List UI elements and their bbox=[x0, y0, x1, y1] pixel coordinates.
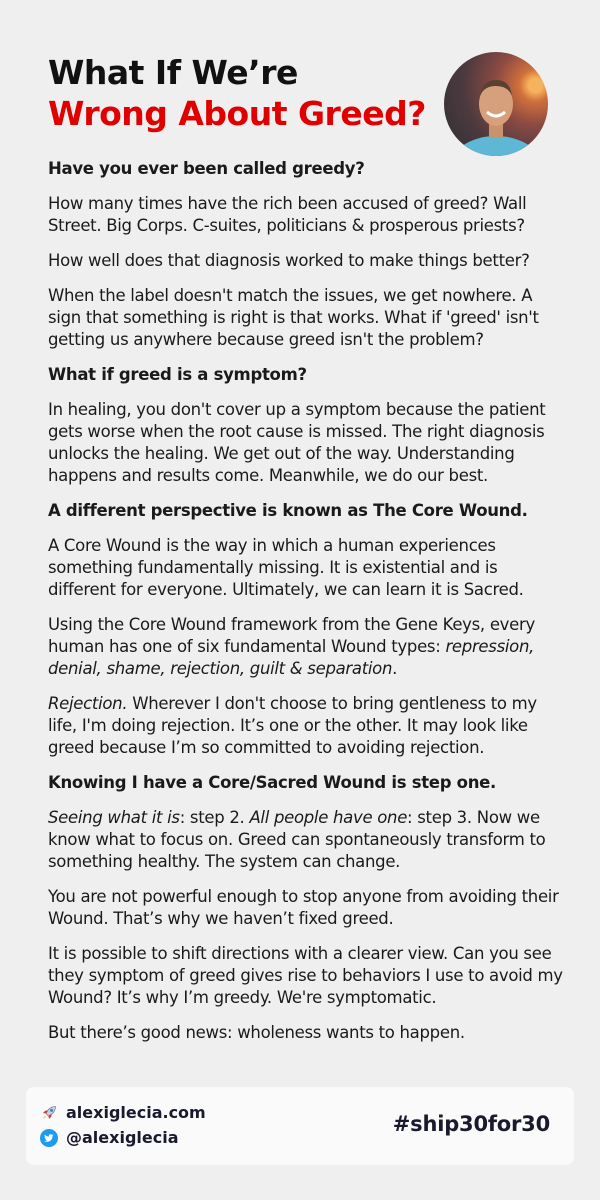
emphasis: Seeing what it is bbox=[48, 808, 180, 827]
paragraph bbox=[48, 693, 568, 759]
twitter-icon bbox=[40, 1129, 58, 1147]
paragraph-heading: Knowing I have a Core/Sacred Wound is step one. bbox=[48, 773, 496, 792]
hashtag[interactable]: #ship30for30 bbox=[392, 1112, 550, 1136]
emphasis: Rejection. bbox=[48, 694, 128, 713]
text: Using the Core Wound framework from the Gene Keys, every human has one of six fundamental Wound types: bbox=[48, 615, 535, 656]
website-link[interactable] bbox=[40, 1103, 206, 1122]
title-line-2: Wrong About Greed? bbox=[48, 94, 426, 133]
paragraph-heading: A different perspective is known as The Core Wound. bbox=[48, 501, 528, 520]
text: : step 3. Now we know what to focus on. Greed can spontaneously transform to something healthy. The system can change. bbox=[48, 808, 546, 871]
emphasis: All people have one bbox=[249, 808, 408, 827]
paragraph: When the label doesn't match the issues, we get nowhere. A sign that something is right is that works. What if 'greed' isn't getting us anywhere because greed isn't the problem? bbox=[48, 286, 539, 349]
page-title bbox=[48, 52, 448, 134]
paragraph bbox=[48, 807, 568, 873]
paragraph-heading: What if greed is a symptom? bbox=[48, 365, 307, 384]
text: : step 2. bbox=[179, 808, 250, 827]
paragraph: A Core Wound is the way in which a human experiences something fundamentally missing. It is existential and is different for everyone. Ultimately, we can learn it is Sacred. bbox=[48, 536, 524, 599]
paragraph-heading: Have you ever been called greedy? bbox=[48, 159, 365, 178]
paragraph: How well does that diagnosis worked to make things better? bbox=[48, 251, 530, 270]
title-line-1: What If We’re bbox=[48, 53, 298, 92]
twitter-link[interactable] bbox=[40, 1128, 179, 1147]
author-photo-avatar bbox=[444, 52, 548, 156]
website-text: alexiglecia.com bbox=[66, 1103, 206, 1122]
paragraph: It is possible to shift directions with a clearer view. Can you see they symptom of greed gives rise to behaviors I use to avoid my Wound? It’s why I’m greedy. We're symptomatic. bbox=[48, 944, 563, 1007]
text: Wherever I don't choose to bring gentleness to my life, I'm doing rejection. It’s one or the other. It may look like greed because I’m so committed to avoiding rejection. bbox=[48, 694, 537, 757]
author-photo-icon bbox=[444, 52, 548, 156]
paragraph bbox=[48, 614, 568, 680]
paragraph: You are not powerful enough to stop anyone from avoiding their Wound. That’s why we haven’t fixed greed. bbox=[48, 887, 559, 928]
footer-card bbox=[26, 1087, 574, 1165]
paragraph: But there’s good news: wholeness wants to happen. bbox=[48, 1023, 465, 1042]
twitter-handle: @alexiglecia bbox=[66, 1128, 179, 1147]
article-body bbox=[48, 158, 568, 1057]
wound-types-list: repression, denial, shame, rejection, guilt & separation bbox=[48, 637, 535, 678]
paragraph: How many times have the rich been accused of greed? Wall Street. Big Corps. C-suites, politicians & prosperous priests? bbox=[48, 194, 527, 235]
paragraph: In healing, you don't cover up a symptom because the patient gets worse when the root cause is missed. The right diagnosis unlocks the healing. We get out of the way. Understanding happens and results come. Meanwhile, we do our best. bbox=[48, 400, 546, 485]
rocket-icon bbox=[40, 1104, 58, 1122]
text: . bbox=[392, 659, 398, 678]
